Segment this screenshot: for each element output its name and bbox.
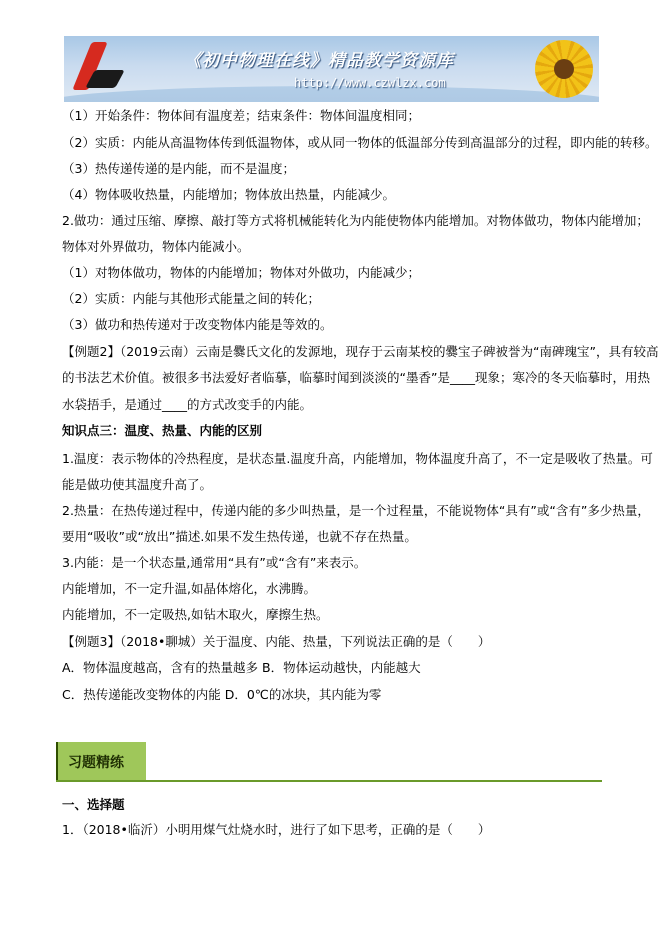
exercise-section-box <box>56 742 146 780</box>
body-line: （1）开始条件：物体间有温度差；结束条件：物体间温度相同； <box>62 108 420 123</box>
body-line: 要用“吸收”或“放出”描述.如果不发生热传递，也就不存在热量。 <box>62 529 417 544</box>
body-line: （2）实质：内能与其他形式能量之间的转化； <box>62 291 320 306</box>
banner-url: http://www.czwlzx.com <box>294 76 446 90</box>
example-2-line: 的书法艺术价值。被很多书法爱好者临摹，临摹时闻到淡淡的“墨香”是____现象；寒冷的冬天临摹时，用热 <box>62 370 650 385</box>
example-2-line: 水袋捂手，是通过____的方式改变手的内能。 <box>62 397 313 412</box>
body-line: 物体对外界做功，物体内能减小。 <box>62 239 250 254</box>
question-1: 1．（2018•临沂）小明用煤气灶烧水时，进行了如下思考，正确的是（ ） <box>62 822 491 837</box>
body-line: 内能增加，不一定吸热,如钻木取火，摩擦生热。 <box>62 607 329 622</box>
body-line: 3.内能：是一个状态量,通常用“具有”或“含有”来表示。 <box>62 555 367 570</box>
body-line: 2.热量：在热传递过程中，传递内能的多少叫热量，是一个过程量，不能说物体“具有”或“含有”多少热量， <box>62 503 650 518</box>
banner-title: 《初中物理在线》精品教学资源库 <box>184 51 454 71</box>
example-3-line: 【例题3】（2018•聊城）关于温度、内能、热量，下列说法正确的是（ ） <box>62 634 491 649</box>
example-2-line: 【例题2】（2019云南）云南是爨氏文化的发源地，现存于云南某校的爨宝子碑被誉为“南碑瑰宝”，具有较高 <box>62 344 659 359</box>
header-banner <box>64 36 599 102</box>
option-line: C．热传递能改变物体的内能 D．0℃的冰块，其内能为零 <box>62 687 382 702</box>
body-line: 能是做功使其温度升高了。 <box>62 477 213 492</box>
body-line: 1.温度：表示物体的冷热程度，是状态量.温度升高，内能增加，物体温度升高了，不一定是吸收了热量。可 <box>62 451 653 466</box>
body-line: 内能增加，不一定升温,如晶体熔化，水沸腾。 <box>62 581 316 596</box>
multiple-choice-heading: 一、选择题 <box>62 797 125 812</box>
body-line: （2）实质：内能从高温物体传到低温物体，或从同一物体的低温部分传到高温部分的过程，即内能的转移。 <box>62 135 658 150</box>
exercise-section-title: 习题精练 <box>68 755 124 771</box>
sunflower-icon <box>535 40 593 98</box>
section-divider <box>56 780 602 782</box>
body-line: （3）热传递传递的是内能，而不是温度； <box>62 161 295 176</box>
knowledge-point-3-heading: 知识点三：温度、热量、内能的区别 <box>62 423 263 438</box>
body-line: （3）做功和热传递对于改变物体内能是等效的。 <box>62 317 333 332</box>
option-line: A．物体温度越高，含有的热量越多 B．物体运动越快，内能越大 <box>62 660 421 675</box>
body-line: （1）对物体做功，物体的内能增加；物体对外做功，内能减少； <box>62 265 420 280</box>
body-line: 2.做功：通过压缩、摩擦、敲打等方式将机械能转化为内能使物体内能增加。对物体做功，物体内能增加； <box>62 213 649 228</box>
body-line: （4）物体吸收热量，内能增加；物体放出热量，内能减少。 <box>62 187 395 202</box>
